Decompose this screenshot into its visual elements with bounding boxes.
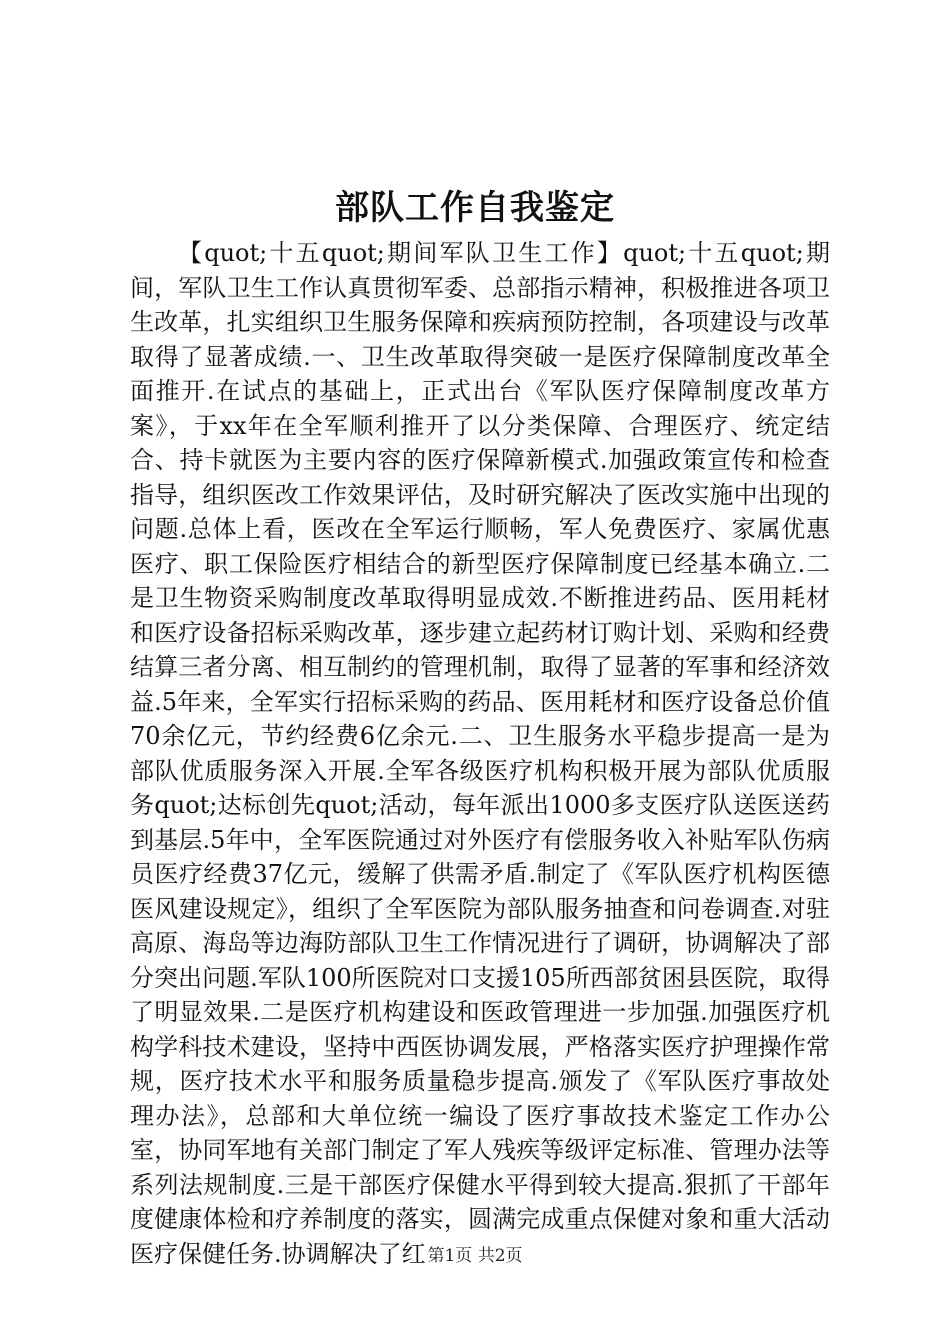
page-footer: 第1页 共2页 bbox=[427, 1246, 523, 1266]
document-body: 【quot;十五quot;期间军队卫生工作】quot;十五quot;期间，军队卫生工作认真贯彻军委、总部指示精神，积极推进各项卫生改革，扎实组织卫生服务保障和疾病预防控制，各项建设与改革取得了显著成绩.一、卫生改革取得突破一是医疗保障制度改革全面推开.在试点的基础上，正式出台《军队医疗保障制度改革方案》，于xx年在全军顺利推开了以分类保障、合理医疗、统定结合、持卡就医为主要内容的医疗保障新模式.加强政策宣传和检查指导，组织医改工作效果评估，及时研究解决了医改实施中出现的问题.总体上看，医改在全军运行顺畅，军人免费医疗、家属优惠医疗、职工保险医疗相结合的新型医疗保障制度已经基本确立.二是卫生物资采购制度改革取得明显成效.不断推进药品、医用耗材和医疗设备招标采购改革，逐步建立起药材订购计划、采购和经费结算三者分离、相互制约的管理机制，取得了显著的军事和经济效益.5年来，全军实行招标采购的药品、医用耗材和医疗设备总价值70余亿元，节约经费6亿余元.二、卫生服务水平稳步提高一是为部队优质服务深入开展.全军各级医疗机构积极开展为部队优质服务quot;达标创先quot;活动，每年派出1000多支医疗队送医送药到基层.5年中，全军医院通过对外医疗有偿服务收入补贴军队伤病员医疗经费37亿元，缓解了供需矛盾.制定了《军队医疗机构医德医风建设规定》，组织了全军医院为部队服务抽查和问卷调查.对驻高原、海岛等边海防部队卫生工作情况进行了调研，协调解决了部分突出问题.军队100所医院对口支援105所西部贫困县医院，取得了明显效果.二是医疗机构建设和医政管理进一步加强.加强医疗机构学科技术建设，坚持中西医协调发展，严格落实医疗护理操作常规，医疗技术水平和服务质量稳步提高.颁发了《军队医疗事故处理办法》，总部和大单位统一编设了医疗事故技术鉴定工作办公室，协同军地有关部门制定了军人残疾等级评定标准、管理办法等系列法规制度.三是干部医疗保健水平得到较大提高.狠抓了干部年度健康体检和疗养制度的落实，圆满完成重点保健对象和重大活动医疗保健任务.协调解决了红 bbox=[130, 239, 830, 1268]
document-title: 部队工作自我鉴定 bbox=[335, 188, 615, 228]
